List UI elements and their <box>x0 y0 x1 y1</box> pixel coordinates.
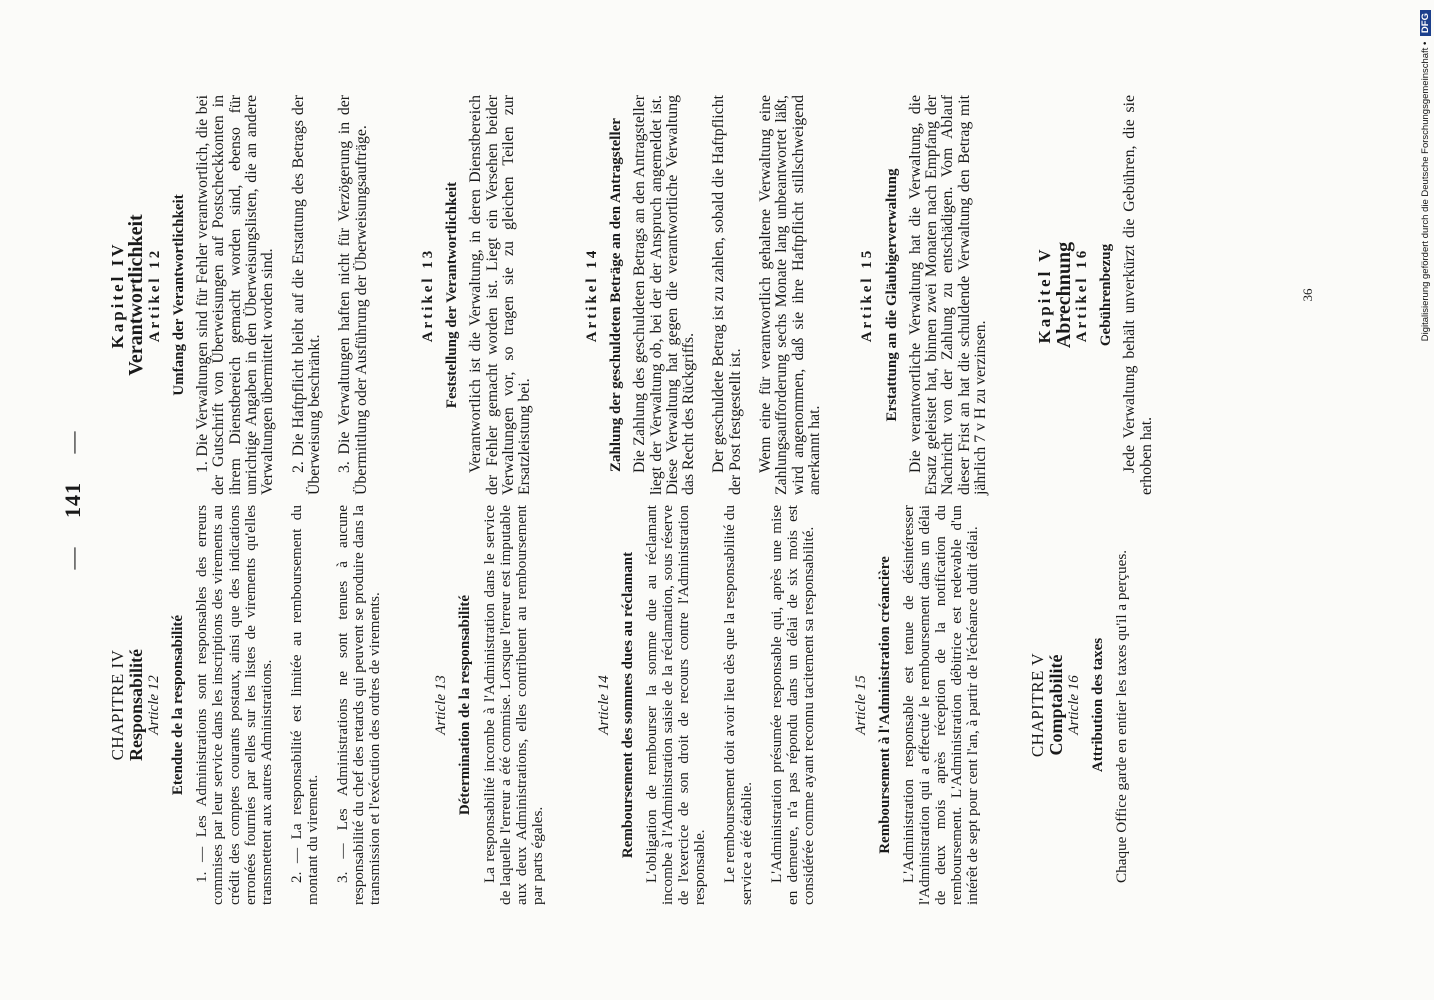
fr-article-12-heading: Etendue de la responsabilité <box>170 614 187 796</box>
de-chapter-5: Kapitel V <box>1035 246 1055 344</box>
de-article-16-heading: Gebührenbezug <box>1098 243 1115 347</box>
french-column <box>110 505 1144 905</box>
fr-article-12: Article 12 <box>146 675 163 735</box>
fr-article-16-heading: Attribution des taxes <box>1089 637 1106 773</box>
de-chapter-4: Kapitel IV <box>108 241 127 349</box>
fr-article-15: Article 15 <box>852 675 869 735</box>
de-article-16-para: Jede Verwaltung behält unverkürzt die Gebühren, die sie erhoben hat. <box>1121 95 1155 495</box>
fr-article-14-heading: Remboursement des sommes dues au réclamant <box>619 551 636 859</box>
dfg-logo: DFG <box>1420 10 1431 36</box>
de-article-12-para-1: 1. Die Verwaltungen sind für Fehler verantwortlich, die bei der Gutschrift von Überweisungen auf Postscheckkonten in ihrem Dienstbereich gemacht worden sind, ebenso für unrichtige Angaben in den Überweisungslisten, die an andere Verwaltungen übermittelt worden sind. <box>194 95 277 495</box>
fr-chapter-5-title: Comptabilité <box>1045 654 1066 756</box>
de-chapter-5-title: Abrechnung <box>1052 241 1075 349</box>
de-article-15-heading: Erstattung an die Gläubigerverwaltung <box>883 168 900 422</box>
fr-chapter-4: CHAPITRE IV <box>108 649 127 761</box>
fr-article-13-para: La responsabilité incombe à l'Administration dans le service de laquelle l'erreur a été commise. Lorsque l'erreur est imputable aux deux Administrations, elles contribuent au remboursement par parts égales. <box>480 505 546 905</box>
de-article-12: Artikel 12 <box>146 247 163 343</box>
fr-article-12-para-1: 1. — Les Administrations sont responsables des erreurs commises par leur service dans les inscriptions des virements au crédit des comptes courants postaux, ainsi que des indications erronées fournies par elles sur les listes de virements qu'elles transmettent aux autres Administrations. <box>193 505 275 905</box>
footer-page-number: 36 <box>1300 288 1315 302</box>
german-column <box>110 95 1169 495</box>
fr-article-13-heading: Détermination de la responsabilité <box>457 594 474 816</box>
de-article-14-para-1: Die Zahlung des geschuldeten Betrags an den Antragsteller liegt der Verwaltung ob, bei der der Anspruch angemeldet ist. Diese Verwaltung hat gegen die verantwortliche Verwaltung das Recht des Rückgriffs. <box>631 95 698 495</box>
page-header <box>60 0 86 1000</box>
fr-article-14-para-3: L'Administration présumée responsable qui, après une mise en demeure, n'a pas répondu dans un délai de six mois est considérée comme ayant reconnu tacitement sa responsabilité. <box>767 505 817 905</box>
fr-article-12-para-2: 2. — La responsabilité est limitée au remboursement du montant du virement. <box>287 505 321 905</box>
de-article-15: Artikel 15 <box>859 247 876 343</box>
de-article-13-heading: Feststellung der Verantwortlichkeit <box>444 181 461 409</box>
header-dash-right: — <box>60 430 85 454</box>
fr-chapter-5: CHAPITRE V <box>1027 652 1047 758</box>
de-article-15-para: Die verantwortliche Verwaltung hat die Verwaltung, die Ersatz geleistet hat, binnen zwei Monaten nach Empfang der Nachricht von der Zahlung zu entschädigen. Vom Ablauf dieser Frist an hat die schuldende Verwaltung den Betrag mit jährlich 7 v H zu verzinsen. <box>906 95 989 495</box>
de-article-14-heading: Zahlung der geschuldeten Beträge an den Antragsteller <box>607 118 624 472</box>
de-article-13: Artikel 13 <box>419 247 436 343</box>
de-article-12-para-3: 3. Die Verwaltungen haften nicht für Verzögerung in der Übermittlung oder Ausführung der Überweisungsaufträge. <box>336 95 370 495</box>
de-chapter-4-title: Verantwortlichkeit <box>125 214 148 376</box>
de-article-12-heading: Umfang der Verantwortlichkeit <box>170 194 187 396</box>
de-article-14: Artikel 14 <box>583 247 600 343</box>
fr-article-14-para-1: L'obligation de rembourser la somme due au réclamant incombe à l'Administration saisie de la réclamation, sous réserve de l'exercice de son droit de recours contre l'Administration responsable. <box>643 505 709 905</box>
fr-article-15-heading: Remboursement à l'Administration créancière <box>877 556 893 854</box>
fr-article-16-para: Chaque Office garde en entier les taxes qu'il a perçues. <box>1112 549 1130 883</box>
dfg-note-text: Digitalisierung gefördert durch die Deutsche Forschungsgemeinschaft • <box>1420 41 1431 342</box>
fr-article-12-para-3: 3. — Les Administrations ne sont tenues à aucune responsabilité du chef des retards qui peuvent se produire dans la transmission et l'exécution des ordres de virements. <box>334 505 384 905</box>
fr-article-13: Article 13 <box>433 675 450 735</box>
fr-chapter-4-title: Responsabilité <box>126 648 147 762</box>
fr-article-15-para: L'Administration responsable est tenue de désintéresser l'Administration qui a effectué le remboursement dans un délai de deux mois après réception de la notification du remboursement. L'Administration débitrice est redevable d'un intérêt de sept pour cent l'an, à partir de l'échéance dudit délai. <box>900 505 982 905</box>
header-dash-left: — <box>60 546 85 570</box>
de-article-14-para-2: Der geschuldete Betrag ist zu zahlen, sobald die Haftpflicht der Post festgestellt ist. <box>710 95 744 495</box>
de-article-12-para-2: 2. Die Haftpflicht bleibt auf die Erstattung des Betrags der Überweisung beschränkt. <box>289 95 323 495</box>
de-article-13-para: Verantwortlich ist die Verwaltung, in deren Dienstbereich der Fehler gemacht worden ist. Liegt ein Versehen beider Verwaltungen vor, so tragen sie zu gleichen Teilen zur Ersatzleistung bei. <box>467 95 534 495</box>
fr-article-14-para-2: Le remboursement doit avoir lieu dès que la responsabilité du service a été établie. <box>721 505 755 905</box>
page-number: 141 <box>60 482 85 518</box>
fr-article-16: Article 16 <box>1065 675 1082 735</box>
dfg-side-note <box>1420 10 1434 990</box>
de-article-14-para-3: Wenn eine für verantwortlich gehaltene Verwaltung eine Zahlungsaufforderung sechs Monate lang unbeantwortet läßt, wird angenommen, daß sie ihre Haftpflicht stillschweigend anerkannt hat. <box>757 95 823 495</box>
de-article-16: Artikel 16 <box>1073 247 1090 343</box>
fr-article-14: Article 14 <box>595 675 612 735</box>
